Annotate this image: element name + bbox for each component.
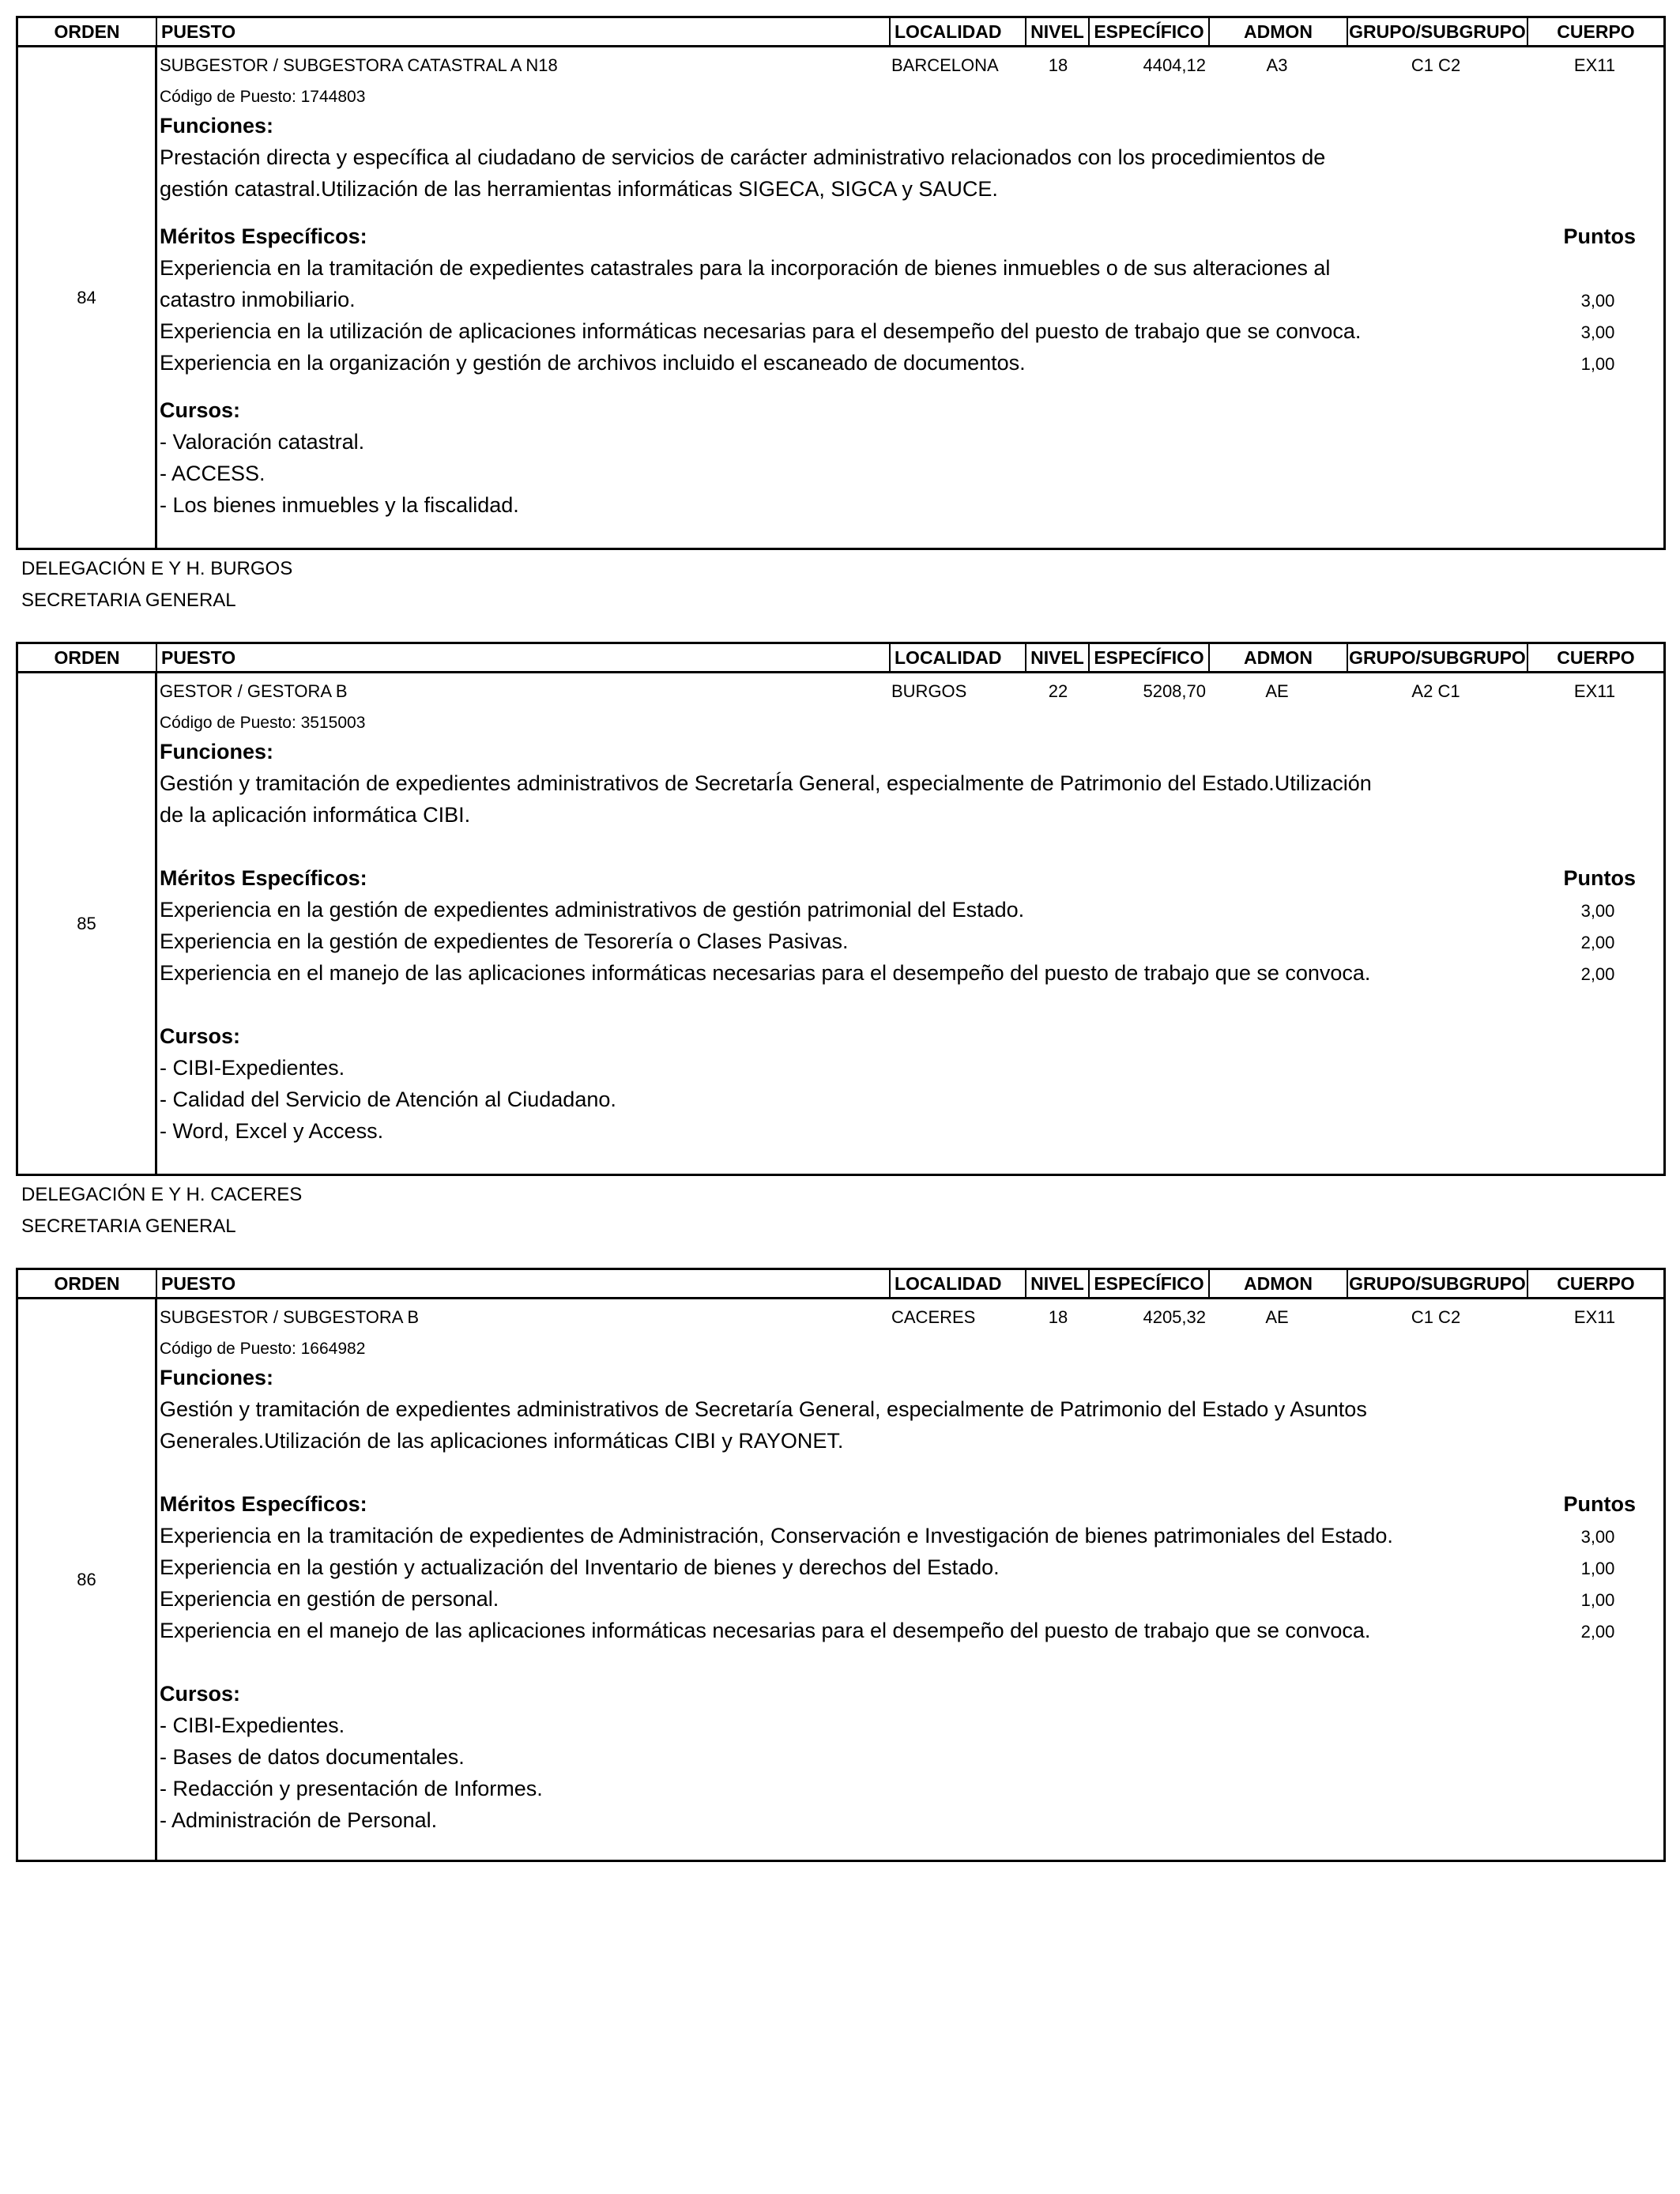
col-nivel: NIVEL [1026, 1270, 1090, 1297]
merito-line: Experiencia en el manejo de las aplicaciones informáticas necesarias para el desempeño del puesto de trabajo que se convoca. [160, 1619, 1371, 1642]
curso-line: - Valoración catastral. [160, 430, 365, 454]
admon-value: A3 [1266, 55, 1288, 75]
localidad-value: BARCELONA [891, 55, 999, 75]
col-nivel: NIVEL [1026, 644, 1090, 671]
merito-line: Experiencia en la tramitación de expedientes de Administración, Conservación e Investigación de bienes patrimoniales del Estado. [160, 1524, 1393, 1547]
col-grupo: GRUPO/SUBGRUPO [1348, 1270, 1528, 1297]
col-puesto: PUESTO [157, 18, 891, 45]
localidad-value: BURGOS [891, 681, 967, 701]
merito-line: Experiencia en la utilización de aplicaciones informáticas necesarias para el desempeño del puesto de trabajo que se convoca. [160, 319, 1362, 343]
curso-line: - Administración de Personal. [160, 1808, 438, 1832]
merito-line: Experiencia en la organización y gestión de archivos incluido el escaneado de documentos. [160, 351, 1026, 375]
cuerpo-value: EX11 [1573, 55, 1616, 75]
codigo-puesto: Código de Puesto: 1664982 [160, 1340, 366, 1358]
curso-line: - CIBI-Expedientes. [160, 1713, 345, 1737]
especifico-value: 4205,32 [1143, 1307, 1206, 1327]
meritos-label: Méritos Específicos: [160, 224, 367, 248]
delegacion-heading: DELEGACIÓN E Y H. BURGOS [21, 558, 293, 579]
grupo-value: A2 C1 [1411, 681, 1460, 701]
puntos-label: Puntos [1563, 866, 1636, 890]
curso-line: - Los bienes inmuebles y la fiscalidad. [160, 493, 519, 517]
col-localidad: LOCALIDAD [891, 1270, 1026, 1297]
merito-puntos: 2,00 [1580, 964, 1615, 984]
funciones-label: Funciones: [160, 1366, 274, 1389]
curso-line: - Calidad del Servicio de Atención al Ciudadano. [160, 1088, 616, 1111]
col-especifico: ESPECÍFICO [1090, 644, 1210, 671]
col-admon: ADMON [1210, 18, 1348, 45]
meritos-label: Méritos Específicos: [160, 1492, 367, 1516]
especifico-value: 5208,70 [1143, 681, 1206, 701]
col-orden: ORDEN [18, 18, 157, 45]
especifico-value: 4404,12 [1143, 55, 1206, 75]
orden-value: 85 [18, 673, 157, 1174]
curso-line: - CIBI-Expedientes. [160, 1056, 345, 1080]
localidad-value: CACERES [891, 1307, 976, 1327]
merito-line: Experiencia en gestión de personal. [160, 1587, 499, 1611]
col-especifico: ESPECÍFICO [1090, 1270, 1210, 1297]
col-puesto: PUESTO [157, 644, 891, 671]
funciones-label: Funciones: [160, 740, 274, 763]
curso-line: - ACCESS. [160, 462, 266, 485]
col-especifico: ESPECÍFICO [1090, 18, 1210, 45]
grupo-value: C1 C2 [1411, 1307, 1461, 1327]
table-header [16, 642, 1666, 673]
puesto-value: SUBGESTOR / SUBGESTORA CATASTRAL A N18 [160, 55, 558, 75]
cursos-label: Cursos: [160, 398, 241, 422]
merito-puntos: 3,00 [1580, 901, 1615, 921]
grupo-value: C1 C2 [1411, 55, 1461, 75]
col-cuerpo: CUERPO [1557, 1272, 1635, 1294]
col-cuerpo: CUERPO [1557, 21, 1635, 42]
secretaria-heading: SECRETARIA GENERAL [21, 1216, 236, 1237]
meritos-label: Méritos Específicos: [160, 866, 367, 890]
nivel-value: 18 [1048, 55, 1068, 75]
admon-value: AE [1265, 681, 1289, 701]
col-orden: ORDEN [18, 1270, 157, 1297]
funciones-line: Gestión y tramitación de expedientes administrativos de Secretaría General, especialmente de Patrimonio del Estado y Asuntos [160, 1397, 1367, 1421]
col-localidad: LOCALIDAD [891, 644, 1026, 671]
col-localidad: LOCALIDAD [891, 18, 1026, 45]
orden-value: 84 [18, 47, 157, 548]
funciones-label: Funciones: [160, 114, 274, 138]
funciones-line: de la aplicación informática CIBI. [160, 803, 471, 827]
col-puesto: PUESTO [157, 1270, 891, 1297]
col-cuerpo: CUERPO [1557, 647, 1635, 668]
merito-puntos: 3,00 [1580, 1527, 1615, 1547]
puesto-value: SUBGESTOR / SUBGESTORA B [160, 1307, 420, 1327]
curso-line: - Bases de datos documentales. [160, 1745, 465, 1769]
cursos-label: Cursos: [160, 1682, 241, 1706]
merito-line: Experiencia en la gestión de expedientes administrativos de gestión patrimonial del Estado. [160, 898, 1025, 922]
merito-line: Experiencia en el manejo de las aplicaciones informáticas necesarias para el desempeño del puesto de trabajo que se convoca. [160, 961, 1371, 985]
codigo-puesto: Código de Puesto: 3515003 [160, 714, 366, 732]
curso-line: - Redacción y presentación de Informes. [160, 1777, 543, 1800]
col-admon: ADMON [1210, 644, 1348, 671]
merito-line: catastro inmobiliario. [160, 288, 356, 311]
col-nivel: NIVEL [1026, 18, 1090, 45]
merito-line: Experiencia en la gestión de expedientes de Tesorería o Clases Pasivas. [160, 929, 849, 953]
funciones-line: gestión catastral.Utilización de las herramientas informáticas SIGECA, SIGCA y SAUCE. [160, 177, 998, 201]
merito-puntos: 3,00 [1580, 322, 1615, 342]
puntos-label: Puntos [1563, 1492, 1636, 1516]
merito-puntos: 1,00 [1580, 1559, 1615, 1578]
secretaria-heading: SECRETARIA GENERAL [21, 590, 236, 611]
merito-puntos: 1,00 [1580, 1590, 1615, 1610]
merito-puntos: 2,00 [1580, 933, 1615, 952]
merito-puntos: 2,00 [1580, 1622, 1615, 1642]
puesto-value: GESTOR / GESTORA B [160, 681, 348, 701]
puntos-label: Puntos [1563, 224, 1636, 248]
table-header [16, 1268, 1666, 1299]
cuerpo-value: EX11 [1573, 1307, 1616, 1327]
table-header [16, 16, 1666, 47]
nivel-value: 18 [1048, 1307, 1068, 1327]
orden-value: 86 [18, 1299, 157, 1860]
curso-line: - Word, Excel y Access. [160, 1119, 384, 1143]
cursos-label: Cursos: [160, 1024, 241, 1048]
admon-value: AE [1265, 1307, 1289, 1327]
cuerpo-value: EX11 [1573, 681, 1616, 701]
merito-line: Experiencia en la gestión y actualización del Inventario de bienes y derechos del Estado. [160, 1555, 1000, 1579]
codigo-puesto: Código de Puesto: 1744803 [160, 88, 366, 106]
merito-puntos: 1,00 [1580, 354, 1615, 374]
merito-line: Experiencia en la tramitación de expedientes catastrales para la incorporación de bienes inmuebles o de sus alteraciones al [160, 256, 1331, 280]
nivel-value: 22 [1048, 681, 1068, 701]
funciones-line: Gestión y tramitación de expedientes administrativos de SecretarÍa General, especialmente de Patrimonio del Estado.Utilización [160, 771, 1372, 795]
col-orden: ORDEN [18, 644, 157, 671]
delegacion-heading: DELEGACIÓN E Y H. CACERES [21, 1184, 303, 1205]
funciones-line: Prestación directa y específica al ciudadano de servicios de carácter administrativo relacionados con los procedimientos de [160, 145, 1326, 169]
col-grupo: GRUPO/SUBGRUPO [1348, 18, 1528, 45]
merito-puntos: 3,00 [1580, 291, 1615, 311]
col-admon: ADMON [1210, 1270, 1348, 1297]
col-grupo: GRUPO/SUBGRUPO [1348, 644, 1528, 671]
funciones-line: Generales.Utilización de las aplicaciones informáticas CIBI y RAYONET. [160, 1429, 844, 1453]
